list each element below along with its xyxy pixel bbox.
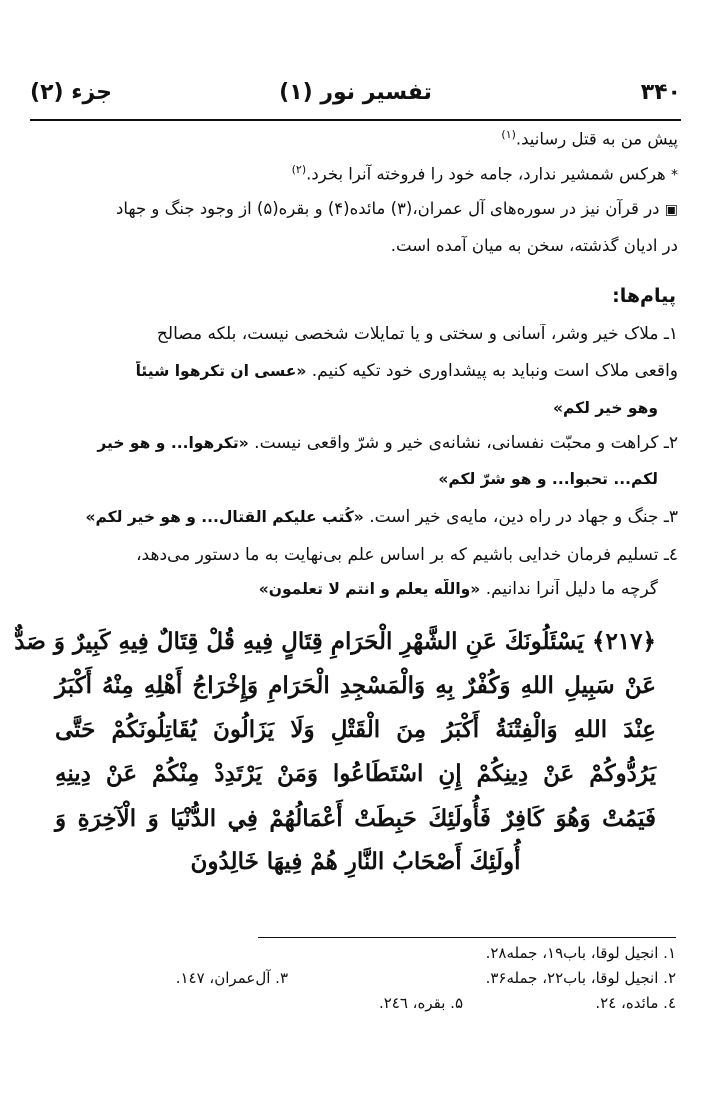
intro-text-2: هرکس شمشیر ندارد، جامه خود را فروخته آنرا بخرد. bbox=[306, 164, 666, 184]
footnote-2: ۲. انجیل لوقا، باب۲۲، جمله۳۶. bbox=[485, 969, 676, 987]
verse-line-5: فَيَمُتْ وَهُوَ كَافِرٌ فَأُولَئِكَ حَبِطَتْ أَعْمَالُهُمْ فِي الدُّنْيَا وَ الْآخِرَةِ وَ bbox=[55, 805, 656, 832]
intro-line-3 bbox=[40, 199, 678, 218]
header-rule bbox=[30, 119, 681, 121]
verse-line-3: عِنْدَ اللهِ وَالْفِتْنَةُ أَكْبَرُ مِنَ الْقَتْلِ وَلَا يَزَالُونَ يُقَاتِلُونَكُمْ حَتَّى bbox=[55, 716, 656, 743]
book-title: تفسیر نور (۱) bbox=[279, 80, 432, 105]
verse-line-6: أُولَئِكَ أَصْحَابُ النَّارِ هُمْ فِيهَا خَالِدُونَ bbox=[190, 848, 521, 875]
message-2-text: ۲ـ کراهت و محبّت نفسانی، نشانه‌ی خیر و شرّ واقعی نیست. bbox=[254, 433, 678, 453]
footnote-4: ٤. مائده، ۲٤. bbox=[595, 994, 676, 1012]
page-number: ۳۴۰ bbox=[640, 80, 681, 105]
page-header bbox=[30, 80, 681, 116]
message-1-text-2: واقعی ملاک است ونباید به پیشداوری خود تکیه کنیم. bbox=[311, 361, 678, 381]
footnote-5: ۵. بقره، ۲٤٦. bbox=[378, 994, 463, 1012]
message-4-text-2: گرچه ما دلیل آنرا ندانیم. bbox=[485, 579, 658, 599]
message-1-quote: «عسی ان تکرهوا شیئاً bbox=[135, 362, 307, 380]
message-3-text: ۳ـ جنگ و جهاد در راه دین، مایه‌ی خیر است. bbox=[369, 507, 678, 527]
intro-text-3: در قرآن نیز در سوره‌های آل عمران،(۳) مائده(۴) و بقره(۵) از وجود جنگ و جهاد bbox=[116, 199, 660, 218]
message-3-line bbox=[40, 507, 678, 527]
intro-text-4: در ادیان گذشته، سخن به میان آمده است. bbox=[390, 236, 678, 255]
verse-line-4: يَرُدُّوكُمْ عَنْ دِينِكُمْ إِنِ اسْتَطَاعُوا وَمَنْ يَرْتَدِدْ مِنْكُمْ عَنْ دِينِهِ bbox=[55, 760, 656, 787]
message-4-quote: «واللّه یعلم و انتم لا تعلمون» bbox=[258, 580, 481, 598]
message-3-quote: «کُتب علیکم القتال... و هو خیر لکم» bbox=[85, 508, 364, 526]
message-1-quote-end: وهو خیر لکم» bbox=[552, 399, 658, 417]
message-1-text: ۱ـ ملاک خیر وشر، آسانی و سختی و یا تمایلات شخصی نیست، بلکه مصالح bbox=[156, 324, 678, 344]
verse-line-2: عَنْ سَبِيلِ اللهِ وَكُفْرٌ بِهِ وَالْمَسْجِدِ الْحَرَامِ وَإِخْرَاجُ أَهْلِهِ مِنْهُ أَكْبَرُ bbox=[55, 672, 656, 699]
message-4-line-2 bbox=[40, 579, 658, 599]
verse-line-1: ﴿۲۱۷﴾ يَسْئَلُونَكَ عَنِ الشَّهْرِ الْحَرَامِ قِتَالٍ فِيهِ قُلْ قِتَالٌ فِيهِ كَبِيرٌ وَ صَدٌّ bbox=[14, 628, 656, 655]
message-1-line-2 bbox=[40, 361, 678, 381]
message-1-line-3 bbox=[40, 398, 658, 418]
part-label: جزء (۲) bbox=[30, 80, 113, 105]
message-4-text: ٤ـ تسلیم فرمان خدایی باشیم که بر اساس علم بی‌نهایت به ما دستور می‌دهد، bbox=[136, 545, 678, 565]
asterisk-icon: * bbox=[671, 167, 678, 184]
footnote-ref-1: (۱) bbox=[501, 128, 516, 141]
message-4-line-1 bbox=[40, 545, 678, 565]
footnote-rule bbox=[258, 937, 676, 938]
message-2-quote: «تکرهوا... و هو خیر bbox=[97, 434, 249, 452]
square-bullet-icon: ▣ bbox=[664, 202, 678, 218]
footnote-3: ۳. آل‌عمران، ۱٤۷. bbox=[175, 969, 288, 987]
messages-heading: پیام‌ها: bbox=[612, 285, 676, 307]
intro-line-4 bbox=[40, 236, 678, 255]
message-2-quote-end: لکم... تحبوا... و هو شرّ لکم» bbox=[438, 470, 658, 488]
intro-text-1: پیش من به قتل رسانید. bbox=[515, 129, 678, 149]
message-2-line-2 bbox=[40, 469, 658, 489]
message-1-line-1 bbox=[40, 324, 678, 344]
intro-line-2 bbox=[40, 163, 678, 184]
message-2-line-1 bbox=[40, 433, 678, 453]
footnote-1: ۱. انجیل لوقا، باب۱۹، جمله۲۸. bbox=[485, 944, 676, 962]
footnote-ref-2: (۲) bbox=[291, 163, 307, 176]
intro-line-1 bbox=[40, 128, 678, 149]
